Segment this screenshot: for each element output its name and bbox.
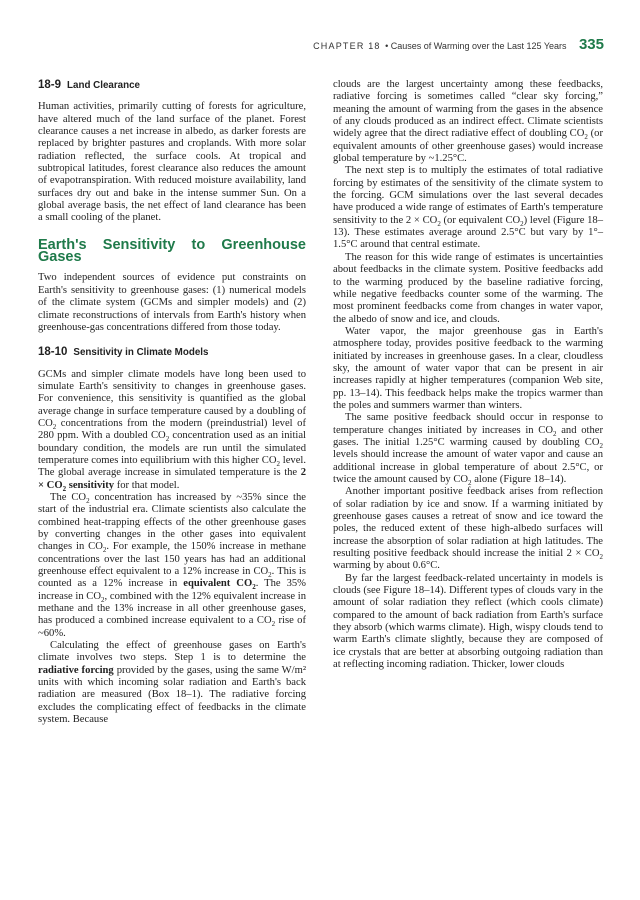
- section-title: Sensitivity in Climate Models: [73, 347, 209, 359]
- page-number: 335: [578, 36, 604, 53]
- paragraph: clouds are the largest uncertainty among these feedbacks, radiative forcing is sometimes called “clear sky forcing,” meaning the amount of warming from the gases in the absence of any clouds produced as an indirect effect. Climate scientists widely agree that the direct radiative effect of doubling $CO_2$ (or equivalent amounts of other greenhouse gases) would increase global temperature by ~1.25°C.: [333, 79, 603, 165]
- paragraph: Human activities, primarily cutting of forests for agriculture, have altered much of the land surface of the planet. Forest clearance causes a net increase in albedo, as darker forests are replaced by brighter pastures and croplands. With more solar radiation reflected, the surface cools. At tropical and subtropical latitudes, forest clearance also reduces the amount of evapotranspiration. With reduced moisture availability, land surfaces dry out and bake in the intense summer Sun. On a global average basis, the net effect of land clearance has been a small cooling of the planet.: [38, 101, 306, 224]
- chapter-label: CHAPTER 18: [313, 41, 381, 51]
- term-2x-co2-sensitivity: $2 \times CO_2$ sensitivity: [38, 467, 306, 493]
- left-column: [38, 79, 306, 727]
- paragraph: Water vapor, the major greenhouse gas in Earth's atmosphere today, provides positive feedback to the warming initiated by increases in greenhouse gases. In a clear, cloudless sky, the amount of water vapor that can be present in air increases rapidly at higher temperatures (companion Web site, pp. 13–14). This feedback helps make the tropics warmer than the poles and summers warmer than winters.: [333, 325, 603, 411]
- chapter-subtitle: Causes of Warming over the Last 125 Years: [390, 41, 567, 51]
- running-header: [313, 36, 604, 54]
- paragraph: The reason for this wide range of estimates is uncertainties about feedbacks in the climate system. Positive feedbacks add to the warming produced by the baseline radiative forcing, while negative feedbacks counter some of the warming. The most prominent feedbacks come from changes in water vapor, the albedo of snow and ice, and clouds.: [333, 251, 603, 325]
- section-number: 18-9: [38, 79, 62, 91]
- paragraph: Another important positive feedback arises from reflection of solar radiation by ice and snow. If a warming initiated by greenhouse gases causes a retreat of snow and ice toward the poles, the reduced extent of these high-albedo surfaces will increase the absorption of solar radiation at high latitudes. The resulting positive feedback should increase the initial $2 \times CO_2$ warming by about 0.6°C.: [333, 486, 603, 572]
- section-title: Land Clearance: [67, 80, 140, 91]
- paragraph: GCMs and simpler climate models have long been used to simulate Earth's sensitivity to changes in greenhouse gases. For convenience, this sensitivity is quantified as the global average change in surface temperature caused by a doubling of $CO_2$ concentrations from the modern (preindustrial) level of 280 ppm. With a doubled $CO_2$ concentration used as an initial boundary condition, the models are run until the simulated temperature comes into equilibrium with this higher $CO_2$ level. The global average increase in simulated temperature is the $2 \times CO_2$ sensitivity for that model.: [38, 368, 306, 493]
- section-heading-18-9: [38, 79, 306, 92]
- chapter-heading: Earth's Sensitivity to Greenhouse Gases: [38, 236, 306, 266]
- header-dot: •: [385, 41, 391, 51]
- paragraph: By far the largest feedback-related uncertainty in models is clouds (see Figure 18–14). Different types of clouds vary in the amount of solar radiation they reflect (which cools climate) compared to the amount of back radiation from Earth's surface they absorb (which warms climate). High, wispy clouds tend to warm Earth's climate slightly, because they are composed of ice crystals that are better at absorbing outgoing radiation than at reflecting incoming radiation. Thicker, lower clouds: [333, 572, 603, 671]
- section-number: 18-10: [38, 346, 68, 359]
- paragraph: The next step is to multiply the estimates of total radiative forcing by estimates of the sensitivity of the climate system to the forcing. GCM simulations over the last several decades have produced a wide range of estimates of Earth's temperature sensitivity to the $2 \times CO_2$ (or equivalent $CO_2$) level (Figure 18–13). These estimates average around 2.5°C but vary by 1°–1.5°C around that central estimate.: [333, 165, 603, 251]
- right-column: [333, 79, 603, 672]
- paragraph: The $CO_2$ concentration has increased by ~35% since the start of the industrial era. Climate scientists also calculate the combined heat-trapping effects of the other greenhouse gases by converting changes in the other gases into equivalent changes in $CO_2$. For example, the 150% increase in methane concentrations over the last 150 years has had an additional greenhouse effect equivalent to a 12% increase in $CO_2$. This is counted as a 12% increase in equivalent $CO_2$. The 35% increase in $CO_2$, combined with the 12% equivalent increase in methane and the 13% increase in all other greenhouse gases, has produced a combined increase equivalent to a $CO_2$ rise of ~60%.: [38, 491, 307, 639]
- paragraph: Calculating the effect of greenhouse gases on Earth's climate involves two steps. Step 1 is to determine the radiative forcing provided by the gases, using the same W/m² units with which incoming solar radiation and Earth's back radiation are measured (Box 18–1). The radiative forcing excludes the complicating effect of feedbacks in the climate system. Because: [38, 640, 307, 726]
- paragraph: The same positive feedback should occur in response to temperature changes initiated by increases in $CO_2$ and other gases. The initial 1.25°C warming caused by doubling $CO_2$ levels should increase the amount of water vapor and cause an additional increase in global temperature of about 2.5°C, or twice the amount caused by $CO_2$ alone (Figure 18–14).: [333, 412, 603, 488]
- term-radiative-forcing: radiative forcing: [38, 664, 114, 676]
- paragraph: Two independent sources of evidence put constraints on Earth's sensitivity to greenhouse gases: (1) numerical models of the climate system (GCMs and simpler models) and (2) climate reconstructions of intervals from Earth's history when greenhouse-gas concentrations differed from those today.: [38, 272, 306, 333]
- term-equivalent-co2: equivalent $CO_2$: [183, 578, 256, 592]
- section-heading-18-10: [38, 346, 306, 359]
